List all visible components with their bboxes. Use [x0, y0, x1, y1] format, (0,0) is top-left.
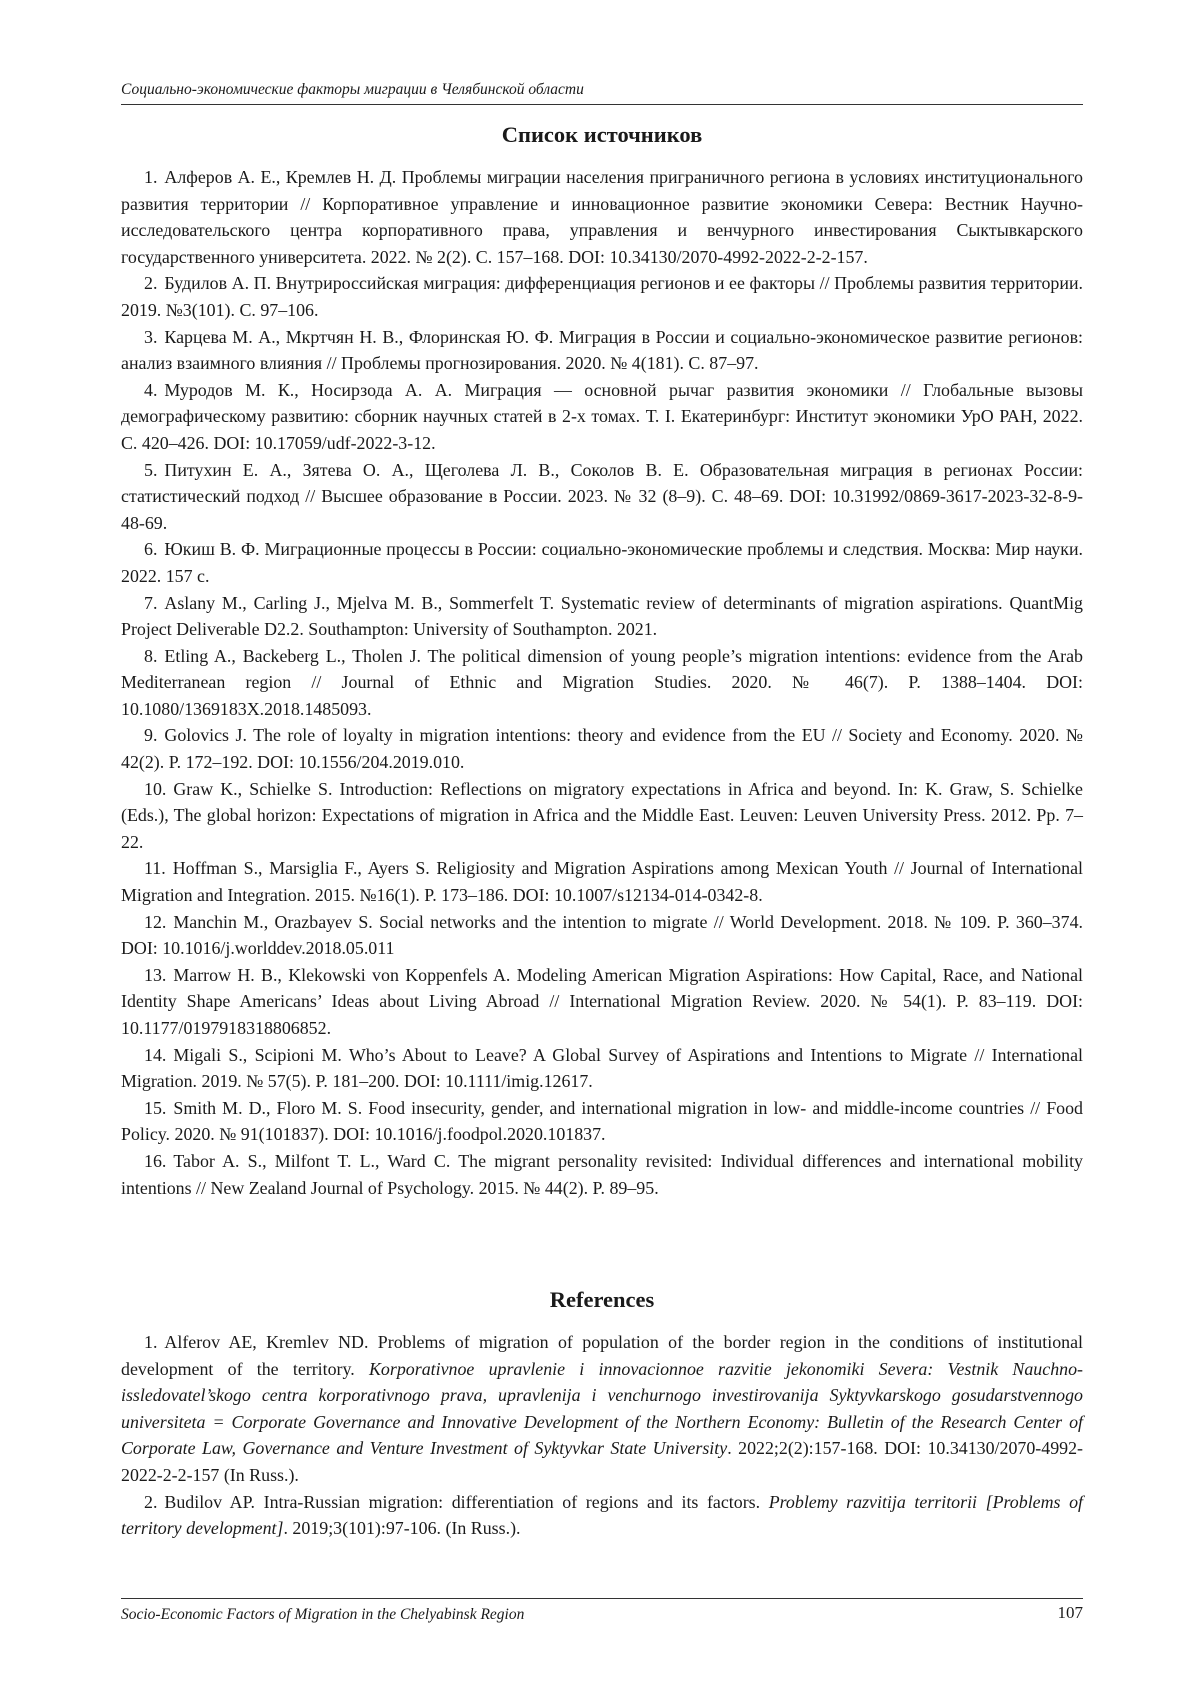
- source-text: Карцева М. А., Мкртчян Н. В., Флоринская Ю. Ф. Миграция в России и социально-экономическое развитие регионов: анализ взаимного влияния // Проблемы прогнозирования. 2020. № 4(181). С. 87–97.: [121, 326, 1083, 374]
- source-text: Migali S., Scipioni M. Who’s About to Leave? A Global Survey of Aspirations and Intentions to Migrate // International Migration. 2019. № 57(5). P. 181–200. DOI: 10.1111/imig.12617.: [121, 1044, 1083, 1092]
- source-text: Golovics J. The role of loyalty in migration intentions: theory and evidence from the EU // Society and Economy. 2020. № 42(2). P. 172–192. DOI: 10.1556/204.2019.010.: [121, 725, 1083, 773]
- source-item: [121, 1148, 1083, 1201]
- reference-journal: Korporativnoe upravlenie i innovacionnoe razvitie jekonomiki Severa: Vestnik Nauchno-issledovatel’skogo centra korporativnogo prava, upravlenija i venchurnogo investirovanija Syktyvkarskogo gosudarstvennogo universiteta = Corporate Governance and Innovative Development of the Northern Economy: Bulletin of the Research Center of Corporate Law, Governance and Venture Investment of Syktyvkar State University: [121, 1358, 1083, 1459]
- source-item: [121, 590, 1083, 643]
- source-item: [121, 1042, 1083, 1095]
- source-text: Smith M. D., Floro M. S. Food insecurity, gender, and international migration in low- and middle-income countries // Food Policy. 2020. № 91(101837). DOI: 10.1016/j.foodpol.2020.101837.: [121, 1097, 1083, 1145]
- reference-details: . 2022;2(2):157-168. DOI: 10.34130/2070-4992-2022-2-2-157 (In Russ.).: [121, 1438, 1083, 1485]
- source-number: 10.: [144, 778, 167, 799]
- reference-number: 1.: [144, 1332, 158, 1352]
- source-text: Юкиш В. Ф. Миграционные процессы в России: социально-экономические проблемы и следствия. Москва: Мир науки. 2022. 157 с.: [121, 539, 1083, 586]
- source-number: 13.: [144, 964, 167, 985]
- source-item: [121, 643, 1083, 723]
- source-text: Graw K., Schielke S. Introduction: Reflections on migratory expectations in Africa and beyond. In: K. Graw, S. Schielke (Eds.), The global horizon: Expectations of migration in Africa and the Middle East. Leuven: Leuven University Press. 2012. Pp. 7–22.: [121, 778, 1083, 852]
- source-number: 2.: [144, 273, 158, 294]
- reference-number: 2.: [144, 1491, 158, 1512]
- source-item: [121, 377, 1083, 457]
- source-number: 6.: [144, 539, 158, 560]
- source-number: 4.: [144, 379, 158, 400]
- source-text: Aslany M., Carling J., Mjelva M. B., Sommerfelt T. Systematic review of determinants of migration aspirations. QuantMig Project Deliverable D2.2. Southampton: University of Southampton. 2021.: [121, 592, 1083, 640]
- reference-text: Budilov AP. Intra-Russian migration: differentiation of regions and its factors.: [164, 1491, 769, 1512]
- source-text: Будилов А. П. Внутрироссийская миграция: дифференциация регионов и ее факторы // Проблемы развития территории. 2019. №3(101). С. 97–106.: [121, 273, 1083, 320]
- source-item: [121, 855, 1083, 908]
- source-number: 5.: [144, 459, 158, 480]
- source-item: [121, 457, 1083, 537]
- source-text: Tabor A. S., Milfont T. L., Ward C. The migrant personality revisited: Individual differences and international mobility intentions // New Zealand Journal of Psychology. 2015. № 44(2). P. 89–95.: [121, 1150, 1083, 1198]
- source-text: Manchin M., Orazbayev S. Social networks and the intention to migrate // World Development. 2018. № 109. P. 360–374. DOI: 10.1016/j.worlddev.2018.05.011: [121, 911, 1083, 959]
- source-number: 3.: [144, 326, 158, 347]
- running-footer-title: Socio-Economic Factors of Migration in the Chelyabinsk Region: [121, 1606, 525, 1623]
- source-number: 14.: [144, 1044, 167, 1065]
- source-number: 12.: [144, 911, 167, 932]
- source-item: [121, 324, 1083, 377]
- source-number: 8.: [144, 645, 158, 666]
- source-text: Питухин Е. А., Зятева О. А., Щеголева Л. В., Соколов В. Е. Образовательная миграция в регионах России: статистический подход // Высшее образование в России. 2023. № 32 (8–9). С. 48–69. DOI: 10.31992/0869-3617-2023-32-8-9-48-69.: [121, 459, 1083, 533]
- running-header-title: Социально-экономические факторы миграции в Челябинской области: [121, 81, 584, 98]
- sources-heading: Список источников: [501, 122, 703, 147]
- reference-details: . 2019;3(101):97-106. (In Russ.).: [283, 1518, 521, 1539]
- source-number: 9.: [144, 725, 158, 746]
- references-list: [121, 1329, 1083, 1542]
- reference-journal: Problemy razvitija territorii [Problems of territory development]: [121, 1491, 1083, 1539]
- source-number: 16.: [144, 1150, 167, 1171]
- source-number: 7.: [144, 592, 158, 613]
- source-item: [121, 722, 1083, 775]
- source-item: [121, 536, 1083, 589]
- source-text: Etling A., Backeberg L., Tholen J. The political dimension of young people’s migration intentions: evidence from the Arab Mediterranean region // Journal of Ethnic and Migration Studies. 2020. № 46(7). P. 1388–1404. DOI: 10.1080/1369183X.2018.1485093.: [121, 645, 1083, 719]
- source-text: Муродов М. К., Носирзода А. А. Миграция — основной рычаг развития экономики // Глобальные вызовы демографическому развитию: сборник научных статей в 2-х томах. Т. I. Екатеринбург: Институт экономики УрО РАН, 2022. С. 420–426. DOI: 10.17059/udf-2022-3-12.: [121, 379, 1083, 453]
- running-footer: [121, 1598, 1083, 1625]
- page-number: 107: [1057, 1603, 1083, 1622]
- reference-item: [121, 1489, 1083, 1542]
- reference-text: Alferov AE, Kremlev ND. Problems of migration of population of the border region in the conditions of institutional development of the territory.: [121, 1332, 1083, 1379]
- source-number: 1.: [144, 167, 158, 187]
- running-header: [121, 80, 1083, 105]
- sources-list: [121, 164, 1083, 1201]
- source-item: [121, 1095, 1083, 1148]
- source-text: Marrow H. B., Klekowski von Koppenfels A. Modeling American Migration Aspirations: How Capital, Race, and National Identity Shape Americans’ Ideas about Living Abroad // International Migration Review. 2020. № 54(1). P. 83–119. DOI: 10.1177/0197918318806852.: [121, 964, 1083, 1038]
- source-text: Алферов А. Е., Кремлев Н. Д. Проблемы миграции населения приграничного региона в условиях институционального развития территории // Корпоративное управление и инновационное развитие экономики Севера: Вестник Научно-исследовательского центра корпоративного права, управления и венчурного инвестирования Сыктывкарского государственного университета. 2022. № 2(2). С. 157–168. DOI: 10.34130/2070-4992-2022-2-2-157.: [121, 167, 1083, 267]
- source-item: [121, 164, 1083, 270]
- source-item: [121, 909, 1083, 962]
- source-number: 15.: [144, 1097, 167, 1118]
- source-item: [121, 962, 1083, 1042]
- reference-item: [121, 1329, 1083, 1489]
- references-heading: References: [549, 1287, 655, 1312]
- source-item: [121, 776, 1083, 856]
- source-item: [121, 270, 1083, 323]
- source-text: Hoffman S., Marsiglia F., Ayers S. Religiosity and Migration Aspirations among Mexican Youth // Journal of International Migration and Integration. 2015. №16(1). P. 173–186. DOI: 10.1007/s12134-014-0342-8.: [121, 858, 1083, 906]
- source-number: 11.: [144, 858, 166, 879]
